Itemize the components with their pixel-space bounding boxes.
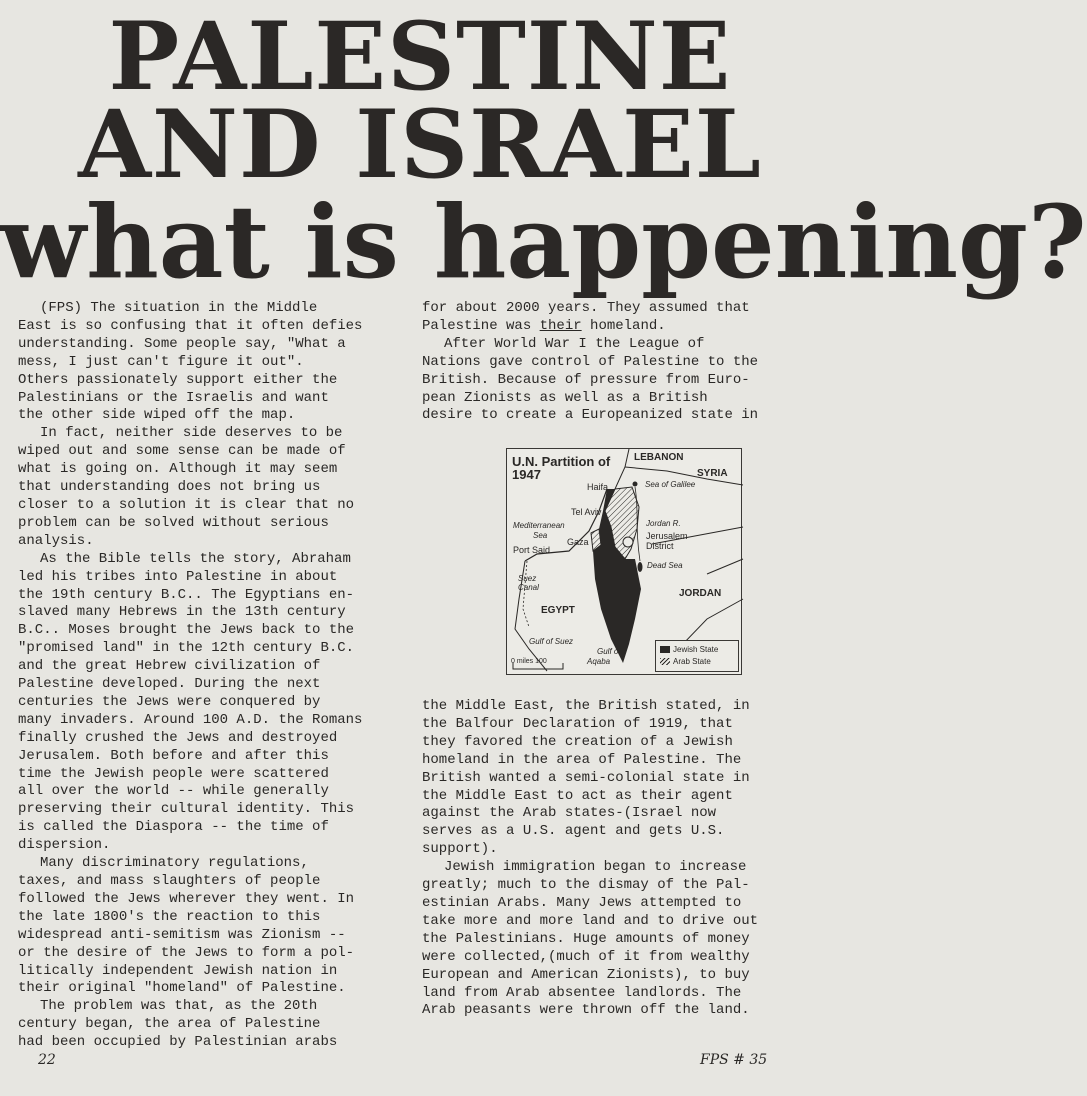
text-line: The problem was that, as the 20th	[40, 998, 318, 1015]
text-line: Arab peasants were thrown off the land.	[422, 1002, 750, 1019]
text-line: take more and more land and to drive out	[422, 912, 759, 929]
text-line: time the Jewish people were scattered	[18, 765, 329, 782]
text-line: for about 2000 years. They assumed that	[422, 300, 750, 316]
text-line: Palestinians or the Israelis and want	[18, 389, 329, 406]
legend-jewish-state: Jewish State	[660, 645, 718, 654]
text-line: Jerusalem. Both before and after this	[18, 747, 329, 764]
page-number: 22	[38, 1052, 56, 1068]
label-sea: Sea	[533, 531, 548, 540]
text-line: were collected,(much of it from wealthy	[422, 948, 750, 965]
text-line: many invaders. Around 100 A.D. the Romans	[18, 711, 363, 728]
text-line: the 19th century B.C.. The Egyptians en-	[18, 586, 355, 603]
text-line: As the Bible tells the story, Abraham	[40, 550, 351, 567]
label-jerusalem: Jerusalem	[646, 531, 688, 541]
text-line: Nations gave control of Palestine to the	[422, 353, 759, 370]
text-line: support).	[422, 841, 498, 858]
label-district: District	[646, 541, 674, 551]
label-gulf-of-suez: Gulf of Suez	[529, 637, 574, 646]
text-line: analysis.	[18, 532, 94, 549]
text-line: their original "homeland" of Palestine.	[18, 980, 346, 997]
text-line: mess, I just can't figure it out".	[18, 353, 304, 370]
text-line: had been occupied by Palestinian arabs	[18, 1034, 338, 1051]
text-line: litically independent Jewish nation in	[18, 962, 338, 979]
text-line: preserving their cultural identity. This	[18, 801, 355, 818]
text-line: dispersion.	[18, 837, 111, 854]
text-line: British wanted a semi-colonial state in	[422, 769, 750, 786]
text-line: the late 1800's the reaction to this	[18, 908, 321, 925]
text-line: land from Arab absentee landlords. The	[422, 984, 742, 1001]
label-jordan-river: Jordan R.	[646, 519, 681, 528]
text-line: desire to create a Europeanized state in	[422, 407, 759, 424]
headline-line-3: what is happening?	[0, 183, 1087, 301]
swatch-icon	[660, 646, 670, 653]
text-line: or the desire of the Jews to form a pol-	[18, 944, 355, 961]
text-line: the Middle East to act as their agent	[422, 787, 733, 804]
article-left-column	[18, 300, 388, 1052]
text-line: estinian Arabs. Many Jews attempted to	[422, 894, 742, 911]
label-sea-of-galilee: Sea of Galilee	[645, 480, 696, 489]
text-line: century began, the area of Palestine	[18, 1016, 321, 1033]
text-line: taxes, and mass slaughters of people	[18, 873, 321, 889]
label-suez: Suez	[518, 574, 537, 583]
text-line: Palestine developed. During the next	[18, 676, 321, 693]
headline-line-2: AND ISRAEL	[78, 90, 762, 200]
text-line: East is so confusing that it often defies	[18, 317, 363, 334]
label-gulf-of: Gulf of	[597, 647, 621, 656]
text-line: B.C.. Moses brought the Jews back to the	[18, 622, 355, 639]
text-line: Jewish immigration began to increase	[444, 859, 747, 876]
article-right-column-bottom	[422, 698, 822, 1020]
text-line: what is going on. Although it may seem	[18, 461, 338, 478]
label-canal: Canal	[518, 583, 539, 592]
text-line: all over the world -- while generally	[18, 783, 329, 800]
text-line: pean Zionists as well as a British	[422, 389, 708, 406]
publication-issue: FPS # 35	[700, 1052, 768, 1068]
partition-map	[506, 448, 742, 675]
text-line: centuries the Jews were conquered by	[18, 693, 321, 710]
label-mediterranean: Mediterranean	[513, 521, 565, 530]
text-line: led his tribes into Palestine in about	[18, 568, 338, 585]
text-line: wiped out and some sense can be made of	[18, 443, 346, 460]
text-line: In fact, neither side deserves to be	[40, 425, 343, 442]
text-line: European and American Zionists), to buy	[422, 966, 750, 983]
text-line: the Palestinians. Huge amounts of money	[422, 930, 750, 947]
text-line: Palestine was their homeland.	[422, 317, 666, 334]
text-line: British. Because of pressure from Euro-	[422, 371, 750, 388]
text-line: understanding. Some people say, "What a	[18, 335, 346, 352]
legend-arab-state: Arab State	[660, 657, 711, 666]
label-tel-aviv: Tel Aviv	[571, 507, 602, 517]
text-line: is called the Diaspora -- the time of	[18, 819, 329, 836]
label-syria: SYRIA	[697, 468, 728, 479]
text-line: Many discriminatory regulations,	[40, 855, 309, 872]
text-line: followed the Jews wherever they went. In	[18, 890, 355, 907]
label-port-said: Port Said	[513, 545, 551, 555]
map-scale: 0 miles 100	[511, 658, 547, 665]
text-line: (FPS) The situation in the Middle	[40, 300, 318, 316]
text-line: greatly; much to the dismay of the Pal-	[422, 877, 750, 894]
map-legend	[655, 640, 739, 672]
label-dead-sea: Dead Sea	[647, 561, 683, 570]
text-line: homeland in the area of Palestine. The	[422, 751, 742, 768]
article-right-column-top	[422, 300, 822, 425]
label-jordan: JORDAN	[679, 588, 722, 599]
text-line: the Middle East, the British stated, in	[422, 698, 750, 714]
swatch-icon	[660, 658, 670, 665]
text-line: against the Arab states-(Israel now	[422, 805, 717, 822]
text-line: Others passionately support either the	[18, 371, 338, 388]
text-line: they favored the creation of a Jewish	[422, 733, 733, 750]
text-line: the other side wiped off the map.	[18, 407, 296, 424]
text-line: and the great Hebrew civilization of	[18, 658, 321, 675]
text-line: serves as a U.S. agent and gets U.S.	[422, 823, 725, 840]
text-line: widespread anti-semitism was Zionism --	[18, 926, 346, 943]
text-line: "promised land" in the 12th century B.C.	[18, 640, 355, 657]
text-line: the Balfour Declaration of 1919, that	[422, 715, 733, 732]
headline-line-1: PALESTINE	[108, 2, 732, 112]
text-line: closer to a solution it is clear that no	[18, 496, 355, 513]
label-gaza: Gaza	[567, 537, 589, 547]
map-title: U.N. Partition of 1947	[512, 454, 611, 482]
label-lebanon: LEBANON	[634, 452, 684, 463]
text-line: finally crushed the Jews and destroyed	[18, 729, 338, 746]
text-line: After World War I the League of	[444, 335, 705, 352]
text-line: slaved many Hebrews in the 13th century	[18, 604, 346, 621]
label-aqaba: Aqaba	[587, 657, 611, 666]
text-line: that understanding does not bring us	[18, 479, 321, 496]
emphasis-their: their	[539, 317, 582, 334]
text-line: problem can be solved without serious	[18, 514, 329, 531]
label-haifa: Haifa	[587, 482, 609, 492]
label-egypt: EGYPT	[541, 605, 575, 616]
